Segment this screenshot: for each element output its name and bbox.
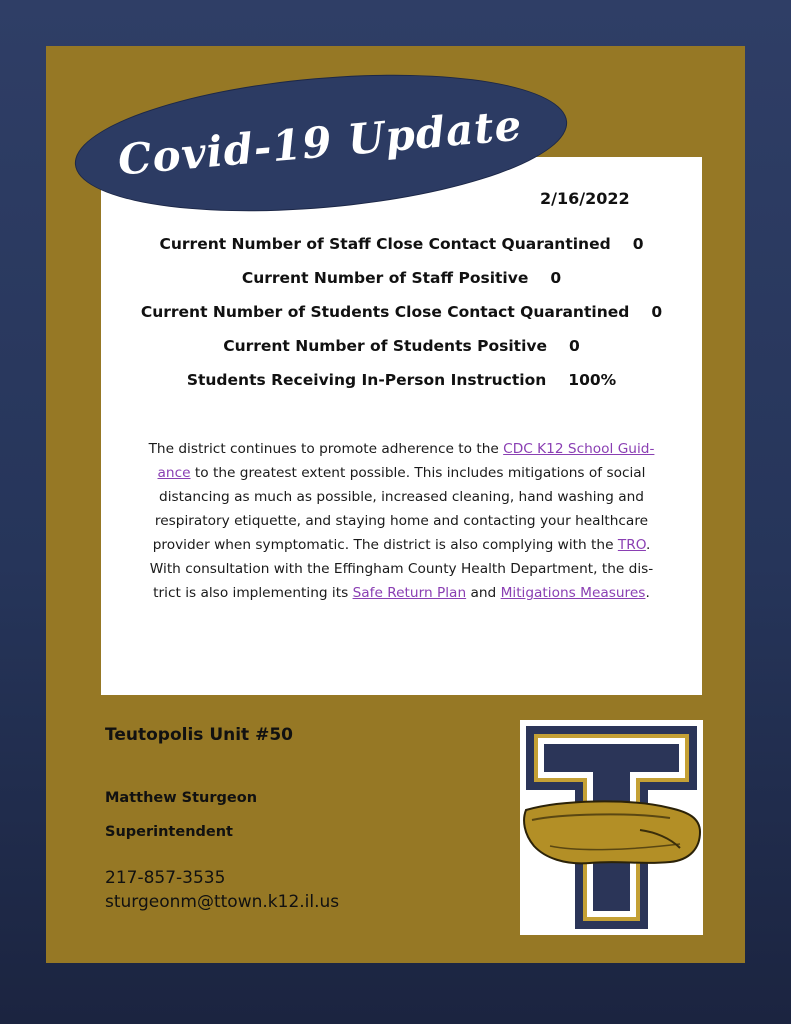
link-text: ance [157,465,191,481]
district-name: Teutopolis Unit #50 [105,725,293,745]
stat-value: 0 [651,303,663,321]
stat-label: Current Number of Staff Close Contact Quarantined [159,235,611,253]
stat-in-person-instruction [101,371,702,389]
phone-number: 217-857-3535 [105,868,226,888]
link-text: CDC K12 School Guid- [503,441,655,457]
stat-label: Current Number of Staff Positive [241,269,529,287]
mitigations-measures-link[interactable]: Mitigations Measures [500,585,646,601]
teutopolis-t-logo-icon [520,720,703,935]
stat-label: Students Receiving In-Person Instruction [186,371,547,389]
stat-staff-quarantined [101,235,702,253]
superintendent-name: Matthew Sturgeon [105,790,258,806]
stat-staff-positive [101,269,702,287]
guidance-paragraph [140,437,663,605]
stat-value: 0 [632,235,644,253]
stat-label: Current Number of Students Close Contact Quarantined [140,303,630,321]
stat-students-quarantined [101,303,702,321]
update-date: 2/16/2022 [540,189,630,208]
paragraph-text: . With consultation with the Effingham County Health Department, the dis-trict is also implementing its [149,537,654,601]
email-address: sturgeonm@ttown.k12.il.us [105,892,340,912]
paragraph-text: The district continues to promote adherence to the [148,441,504,457]
stat-value: 0 [569,337,580,355]
paragraph-text: . [645,585,650,601]
logo-svg [520,720,703,935]
superintendent-title: Superintendent [105,824,233,840]
stat-label: Current Number of Students Positive [223,337,547,355]
page-title: Covid-19 Update [115,99,525,185]
stat-value: 0 [550,269,562,287]
paragraph-text: to the greatest extent possible. This includes mitigations of social distancing as much as possible, increased cleaning, hand washing and respiratory etiquette, and staying home and contacting your healthcare provider when symptomatic. The district is also complying with the [152,465,649,553]
stat-value: 100% [568,371,617,389]
paragraph-text: and [466,585,501,601]
tro-link[interactable]: TRO [617,537,646,553]
stat-students-positive [101,337,702,355]
safe-return-plan-link[interactable]: Safe Return Plan [352,585,467,601]
